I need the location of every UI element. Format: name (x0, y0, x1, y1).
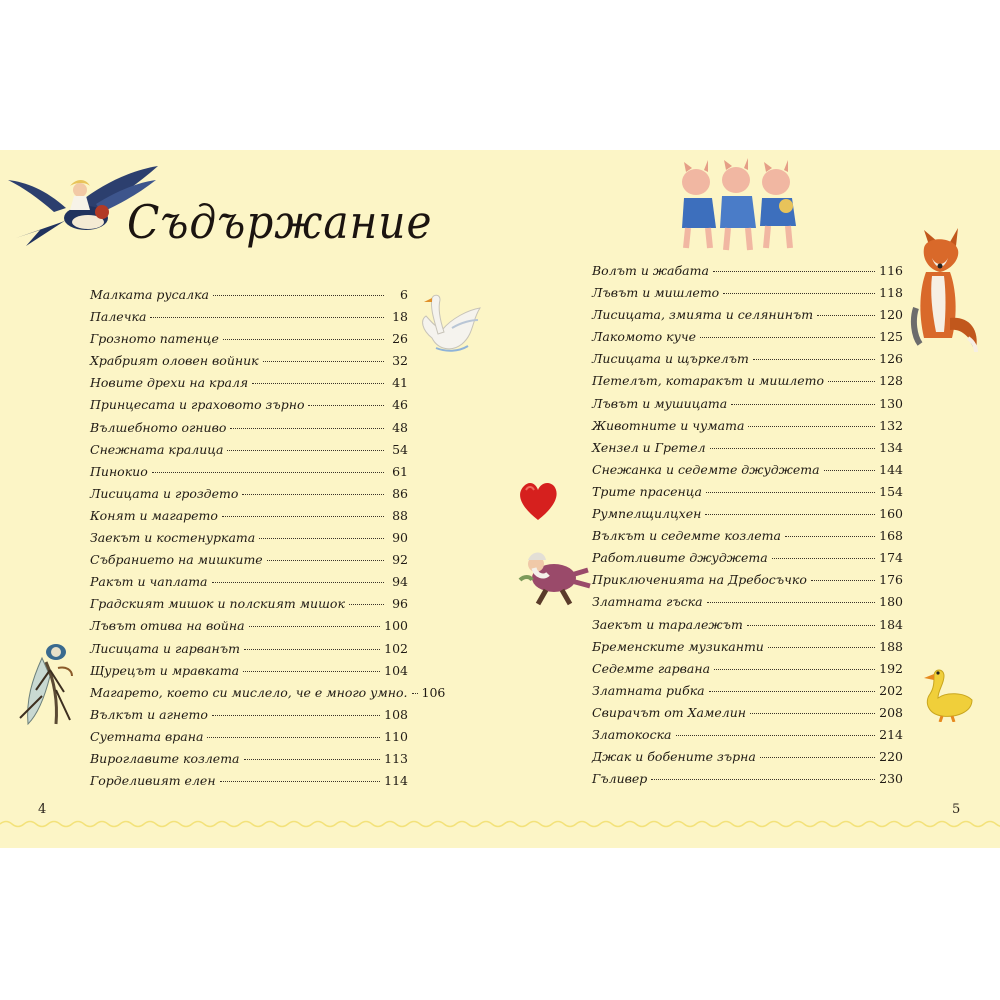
toc-entry-page: 54 (392, 441, 408, 457)
toc-entry-page: 130 (879, 395, 903, 411)
toc-leader-dots (710, 448, 876, 449)
toc-entry-title: Приключенията на Дребосъчко (592, 572, 807, 588)
toc-entry-page: 125 (879, 329, 903, 345)
toc-entry (592, 307, 903, 329)
toc-entry-page: 176 (879, 572, 903, 588)
toc-entry-page: 220 (879, 749, 903, 765)
toc-entry-page: 48 (392, 419, 408, 435)
toc-entry (90, 773, 408, 795)
toc-entry (592, 639, 903, 661)
toc-leader-dots (249, 626, 381, 627)
toc-entry-title: Лъвът отива на война (90, 618, 245, 634)
book-spread (0, 150, 1000, 848)
toc-entry (90, 596, 408, 618)
toc-entry-page: 174 (879, 550, 903, 566)
toc-entry (592, 683, 903, 705)
toc-entry-page: 184 (879, 616, 903, 632)
toc-entry (592, 550, 903, 572)
toc-entry-page: 180 (879, 594, 903, 610)
toc-entry-title: Лисицата и гарванът (90, 640, 240, 656)
decorative-wave-border (0, 818, 1000, 830)
toc-entry (592, 749, 903, 771)
toc-leader-dots (243, 671, 380, 672)
toc-entry-title: Грозното патенце (90, 331, 219, 347)
page-title: Съдържание (127, 195, 433, 249)
toc-entry-page: 92 (392, 552, 408, 568)
toc-leader-dots (222, 516, 384, 517)
toc-entry (592, 727, 903, 749)
toc-entry-title: Суетната врана (90, 728, 204, 744)
toc-leader-dots (731, 404, 875, 405)
toc-leader-dots (230, 428, 384, 429)
toc-leader-dots (676, 735, 876, 736)
toc-entry (592, 528, 903, 550)
toc-entry-page: 118 (879, 285, 903, 301)
toc-left-column (90, 287, 446, 795)
toc-leader-dots (252, 383, 384, 384)
toc-entry (90, 574, 408, 596)
toc-entry-title: Вълшебното огниво (90, 419, 227, 435)
toc-leader-dots (705, 514, 875, 515)
toc-entry (592, 418, 903, 440)
toc-entry-title: Щурецът и мравката (90, 662, 240, 678)
toc-entry-title: Горделивият елен (90, 773, 216, 789)
toc-entry (592, 661, 903, 683)
toc-leader-dots (244, 649, 380, 650)
toc-leader-dots (227, 450, 384, 451)
toc-entry-title: Заекът и таралежът (592, 616, 743, 632)
toc-entry-page: 126 (879, 351, 903, 367)
toc-entry-page: 110 (384, 728, 408, 744)
toc-entry-page: 202 (879, 682, 903, 698)
toc-entry-title: Хензел и Гретел (592, 439, 706, 455)
toc-entry-page: 128 (879, 373, 903, 389)
toc-entry (90, 729, 408, 751)
toc-entry-title: Бременските музиканти (592, 638, 764, 654)
toc-entry-page: 104 (384, 662, 408, 678)
toc-entry-page: 214 (879, 726, 903, 742)
toc-entry-page: 61 (392, 463, 408, 479)
toc-entry (592, 329, 903, 351)
toc-entry (592, 396, 903, 418)
toc-entry-page: 160 (879, 506, 903, 522)
toc-entry-title: Лъвът и мишлето (592, 285, 720, 301)
toc-entry (90, 331, 408, 353)
toc-entry-page: 26 (392, 331, 408, 347)
toc-entry-page: 18 (392, 309, 408, 325)
toc-entry (90, 552, 408, 574)
toc-entry-page: 102 (384, 640, 408, 656)
toc-entry (592, 373, 903, 395)
toc-leader-dots (713, 271, 875, 272)
toc-entry-title: Джак и бобените зърна (592, 749, 756, 765)
toc-leader-dots (714, 669, 875, 670)
toc-leader-dots (213, 295, 384, 296)
toc-leader-dots (244, 759, 381, 760)
toc-entry-title: Градският мишок и полският мишок (90, 596, 345, 612)
toc-entry-title: Лакомото куче (592, 329, 697, 345)
dwarf-illustration (514, 546, 594, 608)
toc-entry (592, 617, 903, 639)
toc-entry-page: 41 (392, 375, 408, 391)
toc-entry-title: Румпелщилцхен (592, 506, 702, 522)
toc-entry (90, 287, 408, 309)
toc-entry-page: 154 (879, 483, 903, 499)
toc-entry-title: Вълкът и седемте козлета (592, 528, 781, 544)
toc-leader-dots (267, 560, 384, 561)
toc-leader-dots (824, 470, 876, 471)
toc-entry-page: 96 (392, 596, 408, 612)
toc-entry-page: 106 (421, 684, 446, 700)
toc-entry (90, 420, 408, 442)
toc-entry-title: Петелът, котаракът и мишлето (592, 373, 825, 389)
swan-illustration (412, 290, 484, 360)
toc-leader-dots (768, 647, 875, 648)
toc-entry-page: 230 (879, 771, 903, 787)
toc-leader-dots (700, 337, 875, 338)
toc-entry-title: Снежанка и седемте джуджета (592, 461, 820, 477)
toc-entry-title: Златокоска (592, 726, 672, 742)
toc-entry (90, 707, 408, 729)
toc-entry-title: Гъливер (592, 771, 648, 787)
toc-right-column (592, 263, 903, 793)
toc-entry (592, 705, 903, 727)
toc-entry (90, 353, 408, 375)
toc-leader-dots (772, 558, 875, 559)
toc-entry-title: Конят и магарето (90, 507, 218, 523)
toc-entry (592, 484, 903, 506)
toc-entry-page: 192 (879, 660, 903, 676)
toc-leader-dots (212, 715, 380, 716)
toc-leader-dots (706, 492, 875, 493)
toc-entry (592, 263, 903, 285)
goose-illustration (916, 662, 978, 722)
toc-entry (90, 486, 408, 508)
toc-entry-title: Магарето, което си мислело, че е много умно. (90, 684, 408, 700)
toc-entry (592, 771, 903, 793)
toc-entry-page: 90 (392, 530, 408, 546)
toc-leader-dots (748, 426, 875, 427)
toc-entry-title: Лисицата и щъркелът (592, 351, 749, 367)
toc-entry-title: Вълкът и агнето (90, 706, 208, 722)
toc-entry (90, 641, 408, 663)
toc-entry (90, 684, 446, 707)
toc-entry-page: 168 (879, 528, 903, 544)
toc-entry (90, 309, 408, 331)
toc-entry (592, 572, 903, 594)
toc-entry (592, 462, 903, 484)
toc-entry-page: 120 (879, 307, 903, 323)
toc-entry-title: Животните и чумата (592, 417, 745, 433)
toc-leader-dots (817, 315, 875, 316)
toc-leader-dots (723, 293, 875, 294)
toc-entry (90, 751, 408, 773)
toc-leader-dots (242, 494, 384, 495)
toc-leader-dots (828, 381, 875, 382)
toc-leader-dots (150, 317, 384, 318)
toc-leader-dots (412, 693, 418, 694)
toc-entry-title: Събранието на мишките (90, 552, 263, 568)
toc-entry-page: 88 (392, 507, 408, 523)
toc-entry-title: Работливите джуджета (592, 550, 768, 566)
toc-leader-dots (263, 361, 384, 362)
toc-entry-title: Трите прасенца (592, 483, 702, 499)
toc-entry-page: 94 (392, 574, 408, 590)
toc-entry-page: 114 (384, 773, 408, 789)
toc-leader-dots (223, 339, 384, 340)
toc-entry-title: Малката русалка (90, 287, 209, 302)
toc-leader-dots (207, 737, 380, 738)
fox-illustration (910, 228, 982, 358)
three-pigs-illustration (674, 154, 804, 254)
toc-entry-page: 132 (879, 417, 903, 433)
toc-leader-dots (152, 472, 384, 473)
page-number-right: 5 (952, 802, 961, 817)
toc-entry (90, 618, 408, 640)
toc-leader-dots (259, 538, 384, 539)
toc-entry-page: 108 (384, 706, 408, 722)
toc-entry-title: Снежната кралица (90, 441, 224, 457)
cricket-illustration (12, 640, 78, 732)
toc-entry (592, 506, 903, 528)
toc-entry-title: Храбрият оловен войник (90, 353, 259, 369)
toc-entry (592, 440, 903, 462)
toc-entry (90, 397, 408, 419)
toc-leader-dots (707, 602, 876, 603)
heart-illustration (514, 476, 562, 524)
toc-entry-page: 6 (400, 287, 408, 302)
toc-entry-page: 86 (392, 485, 408, 501)
toc-leader-dots (747, 625, 875, 626)
toc-entry (90, 663, 408, 685)
toc-leader-dots (308, 405, 384, 406)
toc-entry-title: Седемте гарвана (592, 660, 711, 676)
toc-entry-title: Палечка (90, 309, 147, 325)
toc-entry-title: Волът и жабата (592, 263, 709, 278)
toc-entry-page: 144 (879, 461, 903, 477)
toc-entry-title: Лисицата и гроздето (90, 485, 239, 501)
toc-leader-dots (753, 359, 875, 360)
toc-leader-dots (785, 536, 875, 537)
toc-leader-dots (811, 580, 875, 581)
toc-leader-dots (349, 604, 384, 605)
toc-entry-page: 208 (879, 704, 903, 720)
toc-entry-title: Пинокио (90, 463, 148, 479)
toc-entry-title: Новите дрехи на краля (90, 375, 249, 391)
toc-entry (592, 285, 903, 307)
toc-entry-title: Заекът и костенурката (90, 530, 256, 546)
toc-entry-page: 188 (879, 638, 903, 654)
toc-entry-page: 100 (384, 618, 408, 634)
toc-entry-title: Лъвът и мушицата (592, 395, 728, 411)
toc-entry (90, 530, 408, 552)
toc-entry-title: Златната рибка (592, 682, 705, 698)
toc-entry-title: Ракът и чаплата (90, 574, 208, 590)
toc-entry-title: Лисицата, змията и селянинът (592, 307, 814, 323)
toc-entry-title: Вироглавите козлета (90, 750, 240, 766)
toc-entry-title: Принцесата и граховото зърно (90, 397, 305, 413)
toc-leader-dots (760, 757, 875, 758)
toc-entry-title: Свирачът от Хамелин (592, 704, 746, 720)
toc-leader-dots (750, 713, 875, 714)
toc-entry-page: 134 (879, 439, 903, 455)
toc-entry (90, 375, 408, 397)
toc-leader-dots (212, 582, 384, 583)
toc-entry (90, 442, 408, 464)
toc-entry (90, 508, 408, 530)
toc-entry-page: 46 (392, 397, 408, 413)
toc-entry (592, 594, 903, 616)
toc-leader-dots (651, 779, 875, 780)
toc-leader-dots (220, 781, 381, 782)
toc-entry-page: 32 (392, 353, 408, 369)
toc-leader-dots (709, 691, 876, 692)
toc-entry-page: 116 (879, 263, 903, 278)
page-number-left: 4 (38, 802, 47, 817)
toc-entry (592, 351, 903, 373)
toc-entry-page: 113 (384, 750, 408, 766)
toc-entry-title: Златната гъска (592, 594, 703, 610)
toc-entry (90, 464, 408, 486)
